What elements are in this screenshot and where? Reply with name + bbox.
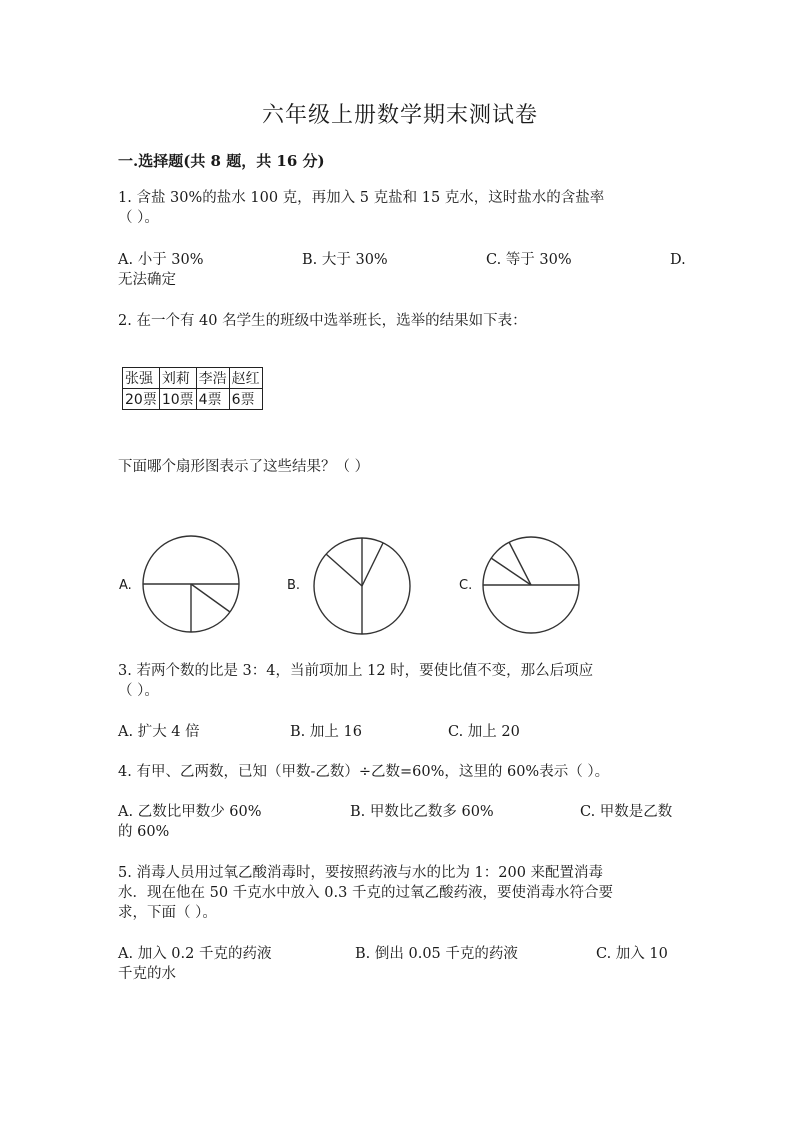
question-3-line-2: （ ）。 [118,683,159,699]
section-heading: 一.选择题(共 8 题，共 16 分) [118,152,325,170]
pie-b-radius-upper-left [326,554,362,586]
pie-chart-b [313,537,411,635]
q1-option-a: A. 小于 30% [118,252,204,268]
question-1-line-2: （ ）。 [118,210,159,226]
q5-option-c-wrap: 千克的水 [118,966,176,982]
q1-option-d-wrap: 无法确定 [118,272,176,288]
q4-option-c: C. 甲数是乙数 [580,804,673,820]
question-5-line-3: 求，下面（ ）。 [118,905,217,921]
votes-table [122,367,263,410]
question-3 [118,661,688,701]
q1-option-c: C. 等于 30% [486,252,572,268]
q1-option-b: B. 大于 30% [302,252,388,268]
q3-option-a: A. 扩大 4 倍 [118,724,200,740]
question-2-prompt: 下面哪个扇形图表示了这些结果？（ ） [118,459,370,475]
page-title: 六年级上册数学期末测试卷 [261,103,538,128]
q4-option-a: A. 乙数比甲数少 60% [118,804,262,820]
votes-value-cell: 6票 [229,389,262,410]
question-5-line-2: 水．现在他在 50 千克水中放入 0.3 千克的过氧乙酸药液，要使消毒水符合要 [118,885,613,901]
q5-option-a: A. 加入 0.2 千克的药液 [118,946,272,962]
q5-option-b: B. 倒出 0.05 千克的药液 [355,946,518,962]
q1-option-d: D. [670,252,686,268]
pie-c-radius-left [491,558,531,585]
pie-c-radius-upper [509,542,531,585]
q4-option-b: B. 甲数比乙数多 60% [350,804,494,820]
pie-chart-a [142,535,240,633]
pie-label-c: C. [459,578,473,593]
pie-b-radius-upper-right [362,543,383,586]
question-4: 4. 有甲、乙两数，已知（甲数-乙数）÷乙数=60%，这里的 60%表示（ ）。 [118,764,610,780]
votes-header-cell: 李浩 [196,368,229,389]
pie-label-b: B. [287,578,301,593]
question-5-line-1: 5. 消毒人员用过氧乙酸消毒时，要按照药液与水的比为 1：200 来配置消毒 [118,865,604,881]
question-1-line-1: 1. 含盐 30%的盐水 100 克，再加入 5 克盐和 15 克水，这时盐水的含盐率 [118,190,605,206]
q3-option-c: C. 加上 20 [448,724,520,740]
votes-value-cell: 4票 [196,389,229,410]
question-3-line-1: 3. 若两个数的比是 3：4，当前项加上 12 时，要使比值不变，那么后项应 [118,663,594,679]
pie-chart-c [482,536,580,634]
question-2: 2. 在一个有 40 名学生的班级中选举班长，选举的结果如下表： [118,313,527,329]
q5-option-c: C. 加入 10 [596,946,668,962]
votes-value-cell: 20票 [123,389,160,410]
question-5 [118,863,688,923]
votes-table-value-row [123,389,263,410]
pie-a-radius-diagonal [191,584,230,612]
votes-header-cell: 刘莉 [159,368,196,389]
votes-value-cell: 10票 [159,389,196,410]
votes-header-cell: 赵红 [229,368,262,389]
q3-option-b: B. 加上 16 [290,724,362,740]
pie-label-a: A. [119,578,132,593]
q4-option-c-wrap: 的 60% [118,824,170,840]
question-1 [118,188,688,228]
votes-table-header-row [123,368,263,389]
votes-header-cell: 张强 [123,368,160,389]
